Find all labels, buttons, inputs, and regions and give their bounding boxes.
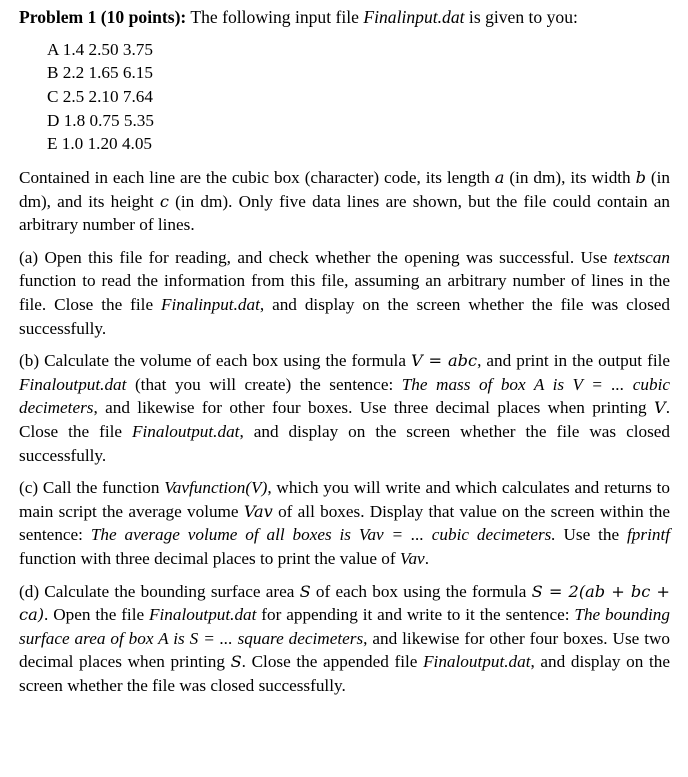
text: , and print in the output file [477,351,670,371]
output-sentence: The mass of box A is V = ... cubic decimeters [19,374,670,418]
text: (d) Calculate the bounding surface area [19,581,300,601]
formula: S = 2(ab + bc + ca) [19,581,670,625]
math-var: Vav [243,501,273,521]
text: , which you will write and which calculates and returns to main script the average volume [19,478,670,521]
data-line: B 2.2 1.65 6.15 [47,63,153,83]
text: , and display on the screen whether the file was closed successfully. [19,295,670,338]
text: of all boxes. Display that value on the screen within the sentence: [19,501,671,545]
function-name: textscan [613,247,670,267]
text: (in dm). Only five data lines are shown, but the file could contain an arbitrary number of lines. [19,191,671,235]
text: (in dm), its width [504,168,636,188]
text: . Close the file [19,398,670,442]
variable-name: Vav [399,549,425,569]
math-var: S [299,581,311,601]
data-line: E 1.0 1.20 4.05 [47,134,153,154]
part-c-paragraph [19,476,670,570]
text: of each box using the formula [310,581,532,601]
intro-text-2: is given to you: [464,7,578,27]
text: (b) Calculate the volume of each box using the formula [19,351,411,371]
math-var: a [494,168,505,188]
filename: Finaloutput.dat [149,605,257,625]
text: , and display on the screen whether the file was closed successfully. [19,652,670,695]
input-filename: Finalinput.dat [363,7,465,27]
data-line: C 2.5 2.10 7.64 [47,87,153,106]
description-paragraph [19,166,670,237]
part-a-paragraph [19,246,670,340]
filename: Finaloutput.dat [423,652,531,672]
data-line: A 1.4 2.50 3.75 [47,39,153,59]
filename: Finaloutput.dat [19,374,127,394]
text: . [424,549,429,569]
function-name: Vavfunction(V) [164,478,268,498]
function-name: fprintf [627,525,670,545]
filename: Finaloutput.dat [132,422,240,442]
text: function to read the information from this file, assuming an arbitrary number of lines in the file. Close the file [19,271,670,315]
text: Contained in each line are the cubic box (character) code, its length [19,168,495,188]
math-var: c [159,191,169,211]
text: (a) Open this file for reading, and check whether the opening was successful. Use [19,247,614,267]
part-b-paragraph [19,349,670,467]
text: for appending it and write to it the sentence: [256,605,575,625]
text: (that you will create) the sentence: [126,374,402,394]
text: (in dm), and its height [19,168,670,211]
math-var: b [635,168,646,188]
math-var: V [654,398,666,418]
text: , and display on the screen whether the file was closed successfully. [19,422,671,465]
text: , and likewise for other four boxes. Use three decimal places when printing [93,398,654,418]
data-lines [47,38,670,157]
output-sentence: The average volume of all boxes is Vav = ... cubic decimeters. [90,525,556,545]
data-line: D 1.8 0.75 5.35 [47,110,154,130]
text: (c) Call the function [19,478,165,498]
text: , and likewise for other four boxes. Use two decimal places when printing [19,628,670,672]
part-d-paragraph [19,580,670,698]
formula: V = abc [410,351,478,371]
filename: Finalinput.dat [161,295,260,315]
text: . Close the appended file [241,652,424,672]
problem-intro [19,6,670,30]
text: . Open the file [44,605,149,625]
intro-text-1: The following input file [186,7,364,27]
output-sentence: The bounding surface area of box A is S = ... square decimeters [19,605,670,648]
text: function with three decimal places to print the value of [19,549,400,569]
text: Use the [555,525,628,545]
math-var: S [230,652,242,672]
problem-label: Problem 1 (10 points): [19,7,187,27]
